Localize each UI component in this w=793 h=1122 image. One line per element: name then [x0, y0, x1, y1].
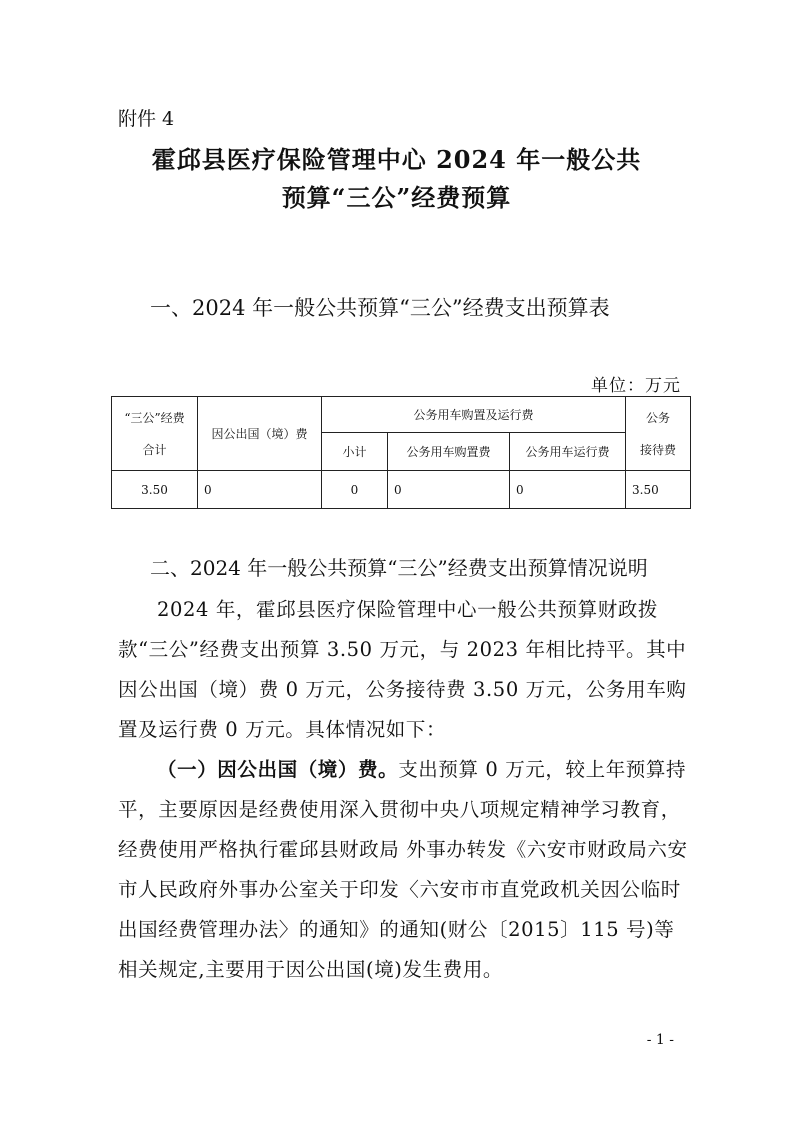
header-vehicle-purchase: 公务用车购置费 [388, 433, 510, 471]
header-vehicle-operation: 公务用车运行费 [510, 433, 626, 471]
header-reception [626, 397, 691, 471]
attachment-label: 附件 4 [118, 108, 175, 130]
header-reception-line2: 接待费 [640, 442, 677, 457]
page-number: - 1 - [646, 1032, 674, 1048]
value-subtotal: 0 [322, 471, 388, 509]
document-title-line1: 霍邱县医疗保险管理中心 2024 年一般公共 [151, 145, 642, 174]
header-abroad: 因公出国（境）费 [198, 397, 322, 471]
unit-label: 单位：万元 [591, 376, 681, 396]
header-total [112, 397, 198, 471]
header-subtotal: 小计 [322, 433, 388, 471]
value-total: 3.50 [112, 471, 198, 509]
section1-heading: 一、2024 年一般公共预算“三公”经费支出预算表 [150, 296, 610, 320]
header-reception-line1: 公务 [646, 410, 671, 425]
paragraph-abroad-lead: （一）因公出国（境）费。 [157, 758, 399, 781]
paragraph-abroad-body: 支出预算 0 万元，较上年预算持平，主要原因是经费使用深入贯彻中央八项规定精神学习教育，经费使用严格执行霍邱县财政局 外事办转发《六安市财政局六安市人民政府外事办公室关于印发〈六安市市直党政机关因公临时出国经费管理办法〉的通知》的通知(财公〔2015〕115 号)等相关规定,主要用于因公出国(境)发生费用。 [118, 758, 688, 981]
header-total-line2: 合计 [142, 442, 167, 457]
value-vehicle-purchase: 0 [388, 471, 510, 509]
header-vehicle: 公务用车购置及运行费 [322, 397, 626, 433]
paragraph-summary: 2024 年，霍邱县医疗保险管理中心一般公共预算财政拨款“三公”经费支出预算 3.50 万元，与 2023 年相比持平。其中因公出国（境）费 0 万元，公务接待费 3.50 万元，公务用车购置及运行费 0 万元。具体情况如下： [118, 598, 687, 741]
table-row [112, 471, 691, 509]
value-vehicle-operation: 0 [510, 471, 626, 509]
section2-heading: 二、2024 年一般公共预算“三公”经费支出预算情况说明 [150, 556, 648, 580]
value-abroad: 0 [198, 471, 322, 509]
header-total-line1: “三公”经费 [124, 410, 185, 425]
document-title-line2: 预算“三公”经费预算 [281, 183, 512, 212]
value-reception: 3.50 [626, 471, 691, 509]
paragraph-abroad-expense [118, 750, 688, 990]
budget-table [111, 396, 691, 509]
table-header-row [112, 397, 691, 433]
